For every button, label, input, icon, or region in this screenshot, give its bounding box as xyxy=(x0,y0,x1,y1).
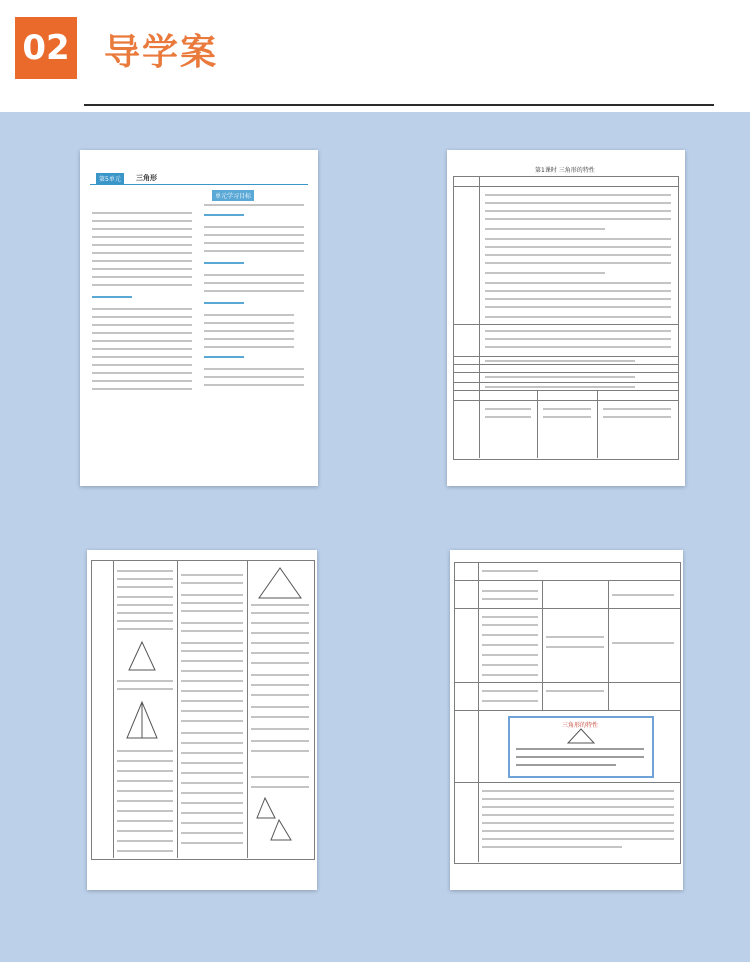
summary-box-title: 三角形的特性 xyxy=(562,722,599,729)
section-title: 导学案 xyxy=(104,32,219,73)
document-page-2[interactable] xyxy=(447,150,685,486)
document-page-3[interactable] xyxy=(87,550,317,890)
document-page-4[interactable] xyxy=(450,550,683,890)
unit-header-bar xyxy=(90,172,308,185)
thumbnail-panel-3 xyxy=(0,532,375,962)
thumbnail-panel-2 xyxy=(375,112,750,542)
triangle-figure-icon xyxy=(127,640,157,672)
unit-badge: 第5单元 xyxy=(96,173,124,184)
thumbnail-panel-4 xyxy=(375,532,750,962)
lesson-heading: 第1课时 三角形的特性 xyxy=(535,167,595,174)
section-number: 02 xyxy=(15,17,77,79)
section-header xyxy=(0,0,750,110)
triangle-labels-icon xyxy=(255,566,305,600)
summary-box xyxy=(508,716,654,778)
triangle-height-icon xyxy=(125,700,159,740)
triangle-diagram-icon xyxy=(566,728,596,744)
thumbnail-panel-1 xyxy=(0,112,375,542)
header-divider xyxy=(84,104,714,106)
triangle-sketch-icon xyxy=(255,796,295,842)
document-page-1[interactable] xyxy=(80,150,318,486)
unit-title: 三角形 xyxy=(136,174,157,182)
goal-label: 单元学习目标 xyxy=(212,190,254,201)
